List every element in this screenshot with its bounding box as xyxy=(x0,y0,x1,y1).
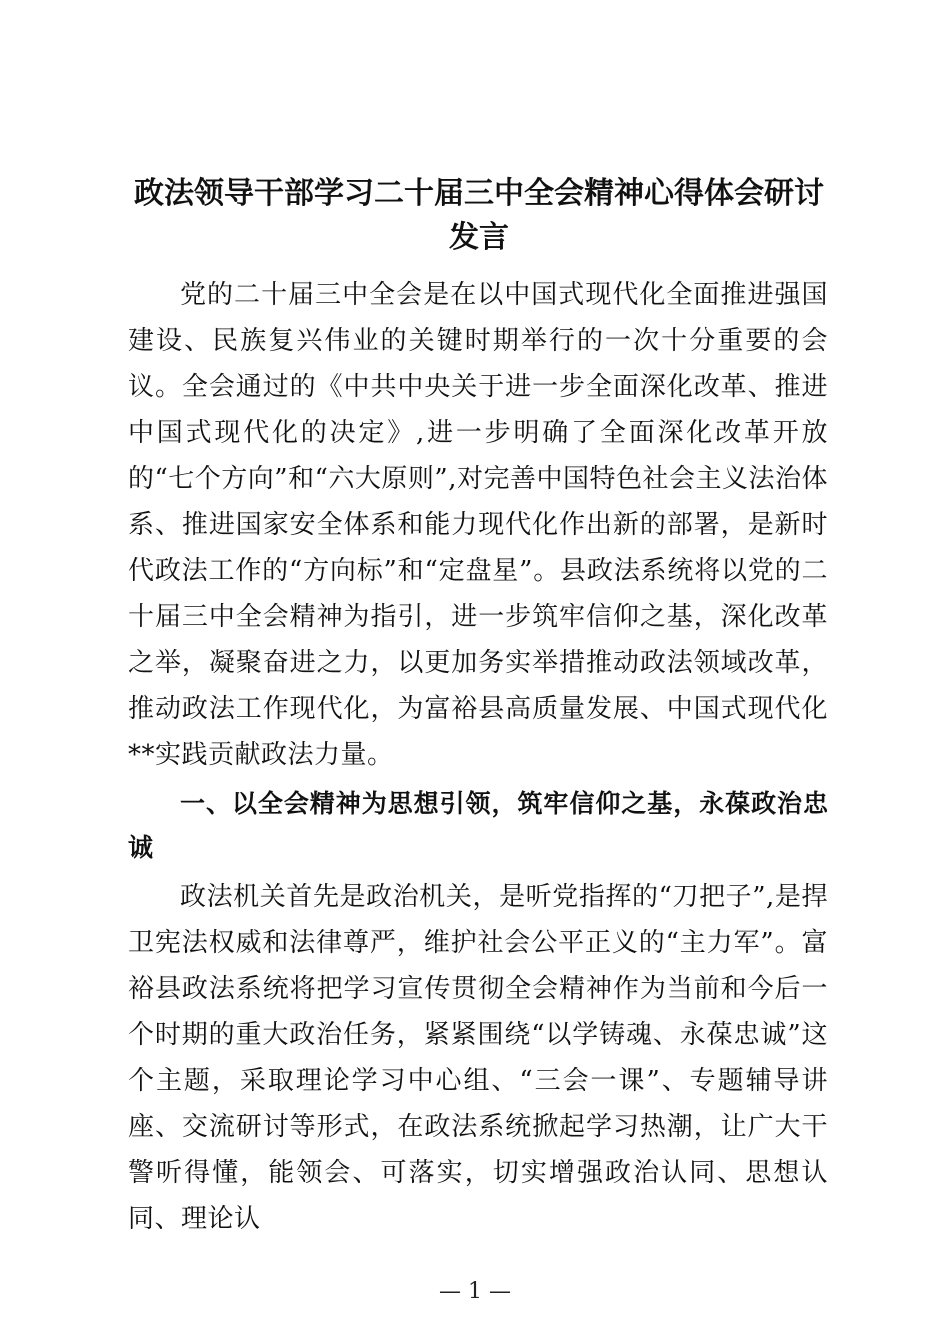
document-title: 政法领导干部学习二十届三中全会精神心得体会研讨发言 xyxy=(134,176,824,255)
document-body xyxy=(128,272,828,1242)
section-paragraph: 政法机关首先是政治机关，是听党指挥的“刀把子”,是捍卫宪法权威和法律尊严，维护社会公平正义的“主力军”。富裕县政法系统将把学习宣传贯彻全会精神作为当前和今后一个时期的重大政治任务，紧紧围绕“以学铸魂、永葆忠诚”这个主题，采取理论学习中心组、“三会一课”、专题辅导讲座、交流研讨等形式，在政法系统掀起学习热潮，让广大干警听得懂，能领会、可落实，切实增强政治认同、思想认同、理论认 xyxy=(128,882,828,1234)
page-number: — 1 — xyxy=(439,1279,511,1304)
section-heading: 一、以全会精神为思想引领，筑牢信仰之基，永葆政治忠诚 xyxy=(128,789,828,862)
intro-paragraph: 党的二十届三中全会是在以中国式现代化全面推进强国建设、民族复兴伟业的关键时期举行的一次十分重要的会议。全会通过的《中共中央关于进一步全面深化改革、推进中国式现代化的决定》,进一步明确了全面深化改革开放的“七个方向”和“六大原则”,对完善中国特色社会主义法治体系、推进国家安全体系和能力现代化作出新的部署，是新时代政法工作的“方向标”和“定盘星”。县政法系统将以党的二十届三中全会精神为指引，进一步筑牢信仰之基，深化改革之举，凝聚奋进之力，以更加务实举措推动政法领域改革，推动政法工作现代化，为富裕县高质量发展、中国式现代化**实践贡献政法力量。 xyxy=(128,280,828,770)
